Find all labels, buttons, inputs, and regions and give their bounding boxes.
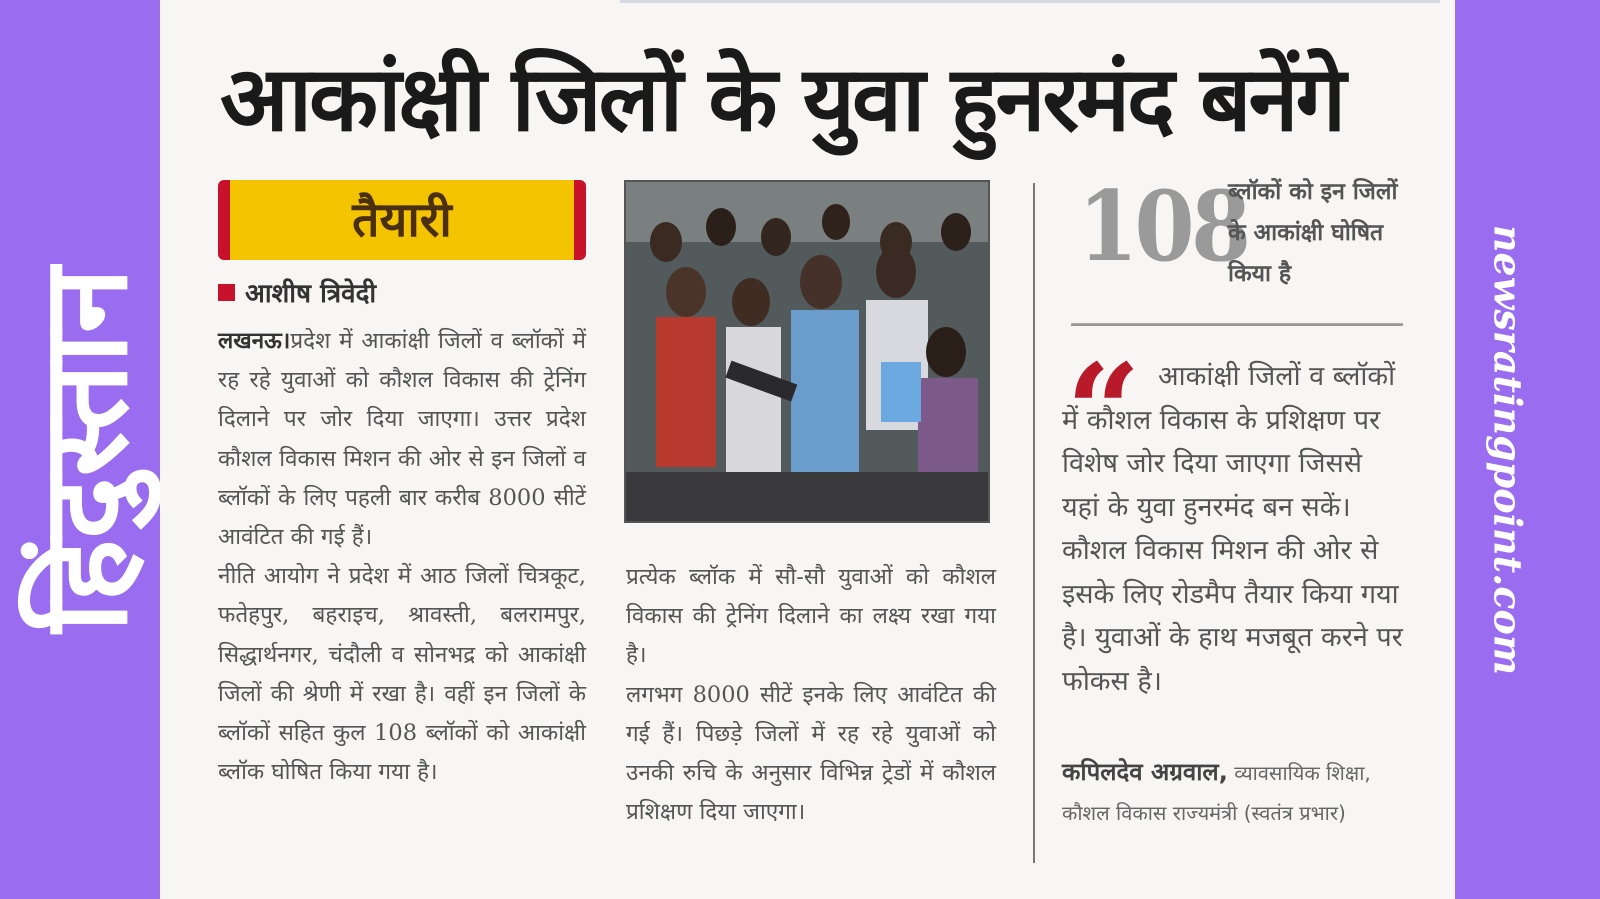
column-2-text: प्रत्येक ब्लॉक में सौ-सौ युवाओं को कौशल विकास की ट्रेनिंग दिलाने का लक्ष्य रखा गया है। लगभग 8000 सीटें इनके लिए आवंटित की गई हैं। पिछड़े जिलों में रह रहे युवाओं को उनकी रुचि के अनुसार विभिन्न ट्रेडों में कौशल प्रशिक्षण दिया जाएगा। — [626, 564, 996, 826]
fact-divider — [1071, 323, 1403, 326]
newspaper-clipping — [160, 0, 1455, 899]
fact-figure: 108 — [1078, 170, 1248, 283]
kicker-text: तैयारी — [352, 192, 452, 248]
sidebar-divider — [1033, 183, 1035, 863]
quote-mark-icon: “ — [1066, 335, 1141, 488]
quote-attribution — [1062, 752, 1407, 833]
crowd-photo-image — [626, 182, 988, 521]
headline: आकांक्षी जिलों के युवा हुनरमंद बनेंगे — [220, 47, 1344, 152]
quote-author: कपिलदेव अग्रवाल, — [1062, 758, 1228, 786]
quote-body: आकांक्षी जिलों व ब्लॉकों में कौशल विकास के प्रशिक्षण पर विशेष जोर दिया जाएगा जिससे यहां के युवा हुनरमंद बन सकें। कौशल विकास मिशन की ओर से इसके लिए रोडमैप तैयार किया गया है। युवाओं के हाथ मजबूत करने पर फोकस है। — [1062, 361, 1403, 697]
quote-author-title: व्यावसायिक शिक्षा, कौशल विकास राज्यमंत्री (स्वतंत्र प्रभार) — [1062, 761, 1371, 825]
news-photo — [624, 180, 990, 523]
watermark-site-url: newsratingpoint.com — [1485, 224, 1531, 676]
dateline: लखनऊ। — [218, 328, 291, 354]
column-1-text: प्रदेश में आकांक्षी जिलों व ब्लॉकों में रह रहे युवाओं को कौशल विकास की ट्रेनिंग दिलाने पर जोर दिया जाएगा। उत्तर प्रदेश कौशल विकास मिशन की ओर से इन जिलों व ब्लॉकों के लिए पहली बार करीब 8000 सीटें आवंटित की गई हैं। नीति आयोग ने प्रदेश में आठ जिलों चित्रकूट, फतेहपुर, बहराइच, श्रावस्ती, बलरामपुर, सिद्धार्थनगर, चंदौली व सोनभद्र को आकांक्षी जिलों की श्रेणी में रखा है। वहीं इन जिलों के ब्लॉकों सहित कुल 108 ब्लॉकों को आकांक्षी ब्लॉक घोषित किया गया है। — [218, 328, 586, 786]
byline-name: आशीष त्रिवेदी — [245, 279, 377, 309]
fact-text: ब्लॉकों को इन जिलों के आकांक्षी घोषित किया है — [1228, 179, 1398, 287]
left-sidebar — [0, 0, 160, 899]
kicker-label — [218, 180, 586, 260]
quote-text — [1062, 355, 1404, 703]
top-rule — [620, 0, 1440, 3]
watermark-hindustan-logo: हिंदुस्तान — [15, 267, 154, 633]
byline-square-icon — [218, 284, 235, 301]
article-column-2 — [626, 558, 996, 832]
article-column-1 — [218, 322, 586, 792]
byline — [218, 274, 376, 310]
